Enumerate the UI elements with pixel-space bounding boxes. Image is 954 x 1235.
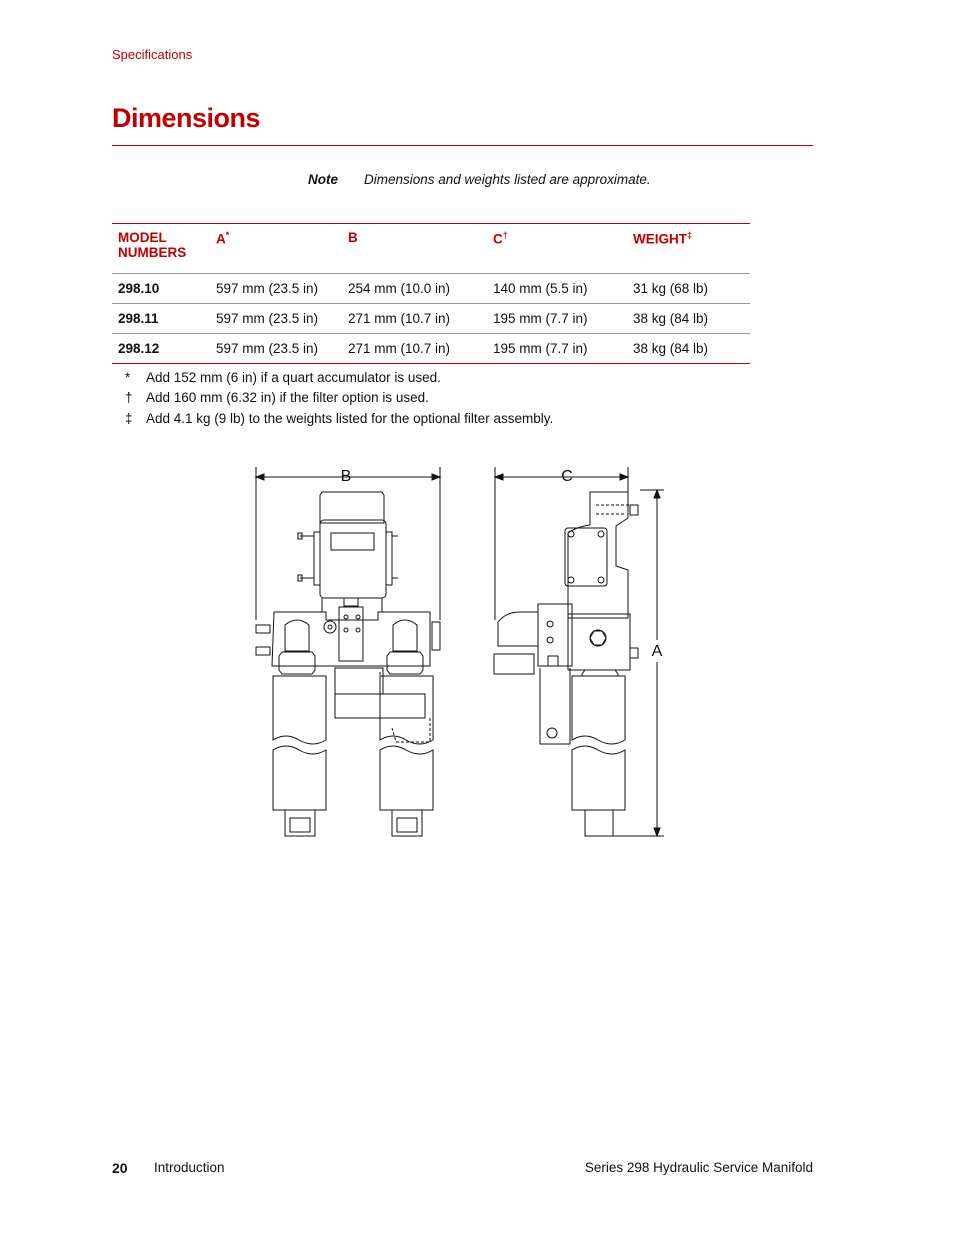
title-divider	[112, 145, 813, 146]
header-a-label: A	[216, 231, 226, 247]
header-model-line1: MODEL	[118, 230, 167, 245]
footnote	[125, 370, 441, 385]
header-c	[487, 224, 627, 274]
footnote-text: Add 4.1 kg (9 lb) to the weights listed for the optional filter assembly.	[146, 411, 554, 426]
cell-model: 298.10	[112, 274, 210, 304]
cell-weight: 38 kg (84 lb)	[627, 304, 750, 334]
footnote-symbol: ‡	[125, 411, 133, 426]
footnote-text: Add 160 mm (6.32 in) if the filter option is used.	[146, 390, 429, 405]
header-model-line2: NUMBERS	[118, 245, 187, 260]
dimension-a	[612, 490, 664, 836]
header-a-mark: *	[225, 230, 230, 240]
header-weight-label: WEIGHT	[633, 231, 687, 247]
footnote-symbol: †	[125, 390, 133, 405]
footnote-text: Add 152 mm (6 in) if a quart accumulator is used.	[146, 370, 441, 385]
note-text: Dimensions and weights listed are approximate.	[364, 172, 651, 187]
cell-b: 271 mm (10.7 in)	[342, 334, 487, 364]
cell-a: 597 mm (23.5 in)	[210, 334, 342, 364]
footer-document-title: Series 298 Hydraulic Service Manifold	[584, 1160, 813, 1175]
header-c-label: C	[493, 231, 503, 247]
front-view	[256, 492, 440, 836]
cell-model: 298.11	[112, 304, 210, 334]
page-number: 20	[112, 1160, 128, 1176]
header-a	[210, 224, 342, 274]
cell-weight: 31 kg (68 lb)	[627, 274, 750, 304]
footnote	[125, 390, 429, 405]
header-b	[342, 224, 487, 274]
cell-b: 254 mm (10.0 in)	[342, 274, 487, 304]
table-row	[112, 304, 750, 334]
cell-c: 140 mm (5.5 in)	[487, 274, 627, 304]
footer-section: Introduction	[154, 1160, 225, 1175]
cell-a: 597 mm (23.5 in)	[210, 274, 342, 304]
cell-model: 298.12	[112, 334, 210, 364]
side-view	[494, 492, 638, 836]
cell-c: 195 mm (7.7 in)	[487, 334, 627, 364]
note-label: Note	[308, 172, 338, 187]
page-title: Dimensions	[112, 103, 261, 133]
note	[308, 172, 651, 187]
dimension-c	[495, 467, 628, 620]
cell-weight: 38 kg (84 lb)	[627, 334, 750, 364]
table-header-row	[112, 224, 750, 274]
header-c-mark: †	[502, 230, 508, 240]
dimension-a-label: A	[651, 643, 663, 660]
table-row	[112, 334, 750, 364]
dimension-b	[256, 467, 440, 620]
table-row	[112, 274, 750, 304]
cell-c: 195 mm (7.7 in)	[487, 304, 627, 334]
manifold-dimension-drawing	[250, 460, 680, 845]
breadcrumb: Specifications	[112, 47, 193, 62]
dimensions-table	[112, 223, 750, 364]
dimension-b-label: B	[340, 468, 352, 485]
header-weight	[627, 224, 750, 274]
footnote	[125, 411, 553, 426]
cell-a: 597 mm (23.5 in)	[210, 304, 342, 334]
cell-b: 271 mm (10.7 in)	[342, 304, 487, 334]
dimension-c-label: C	[561, 468, 573, 485]
header-model	[112, 224, 210, 274]
header-weight-mark: ‡	[687, 230, 693, 240]
header-b-label: B	[348, 230, 358, 245]
footnote-symbol: *	[125, 370, 131, 385]
